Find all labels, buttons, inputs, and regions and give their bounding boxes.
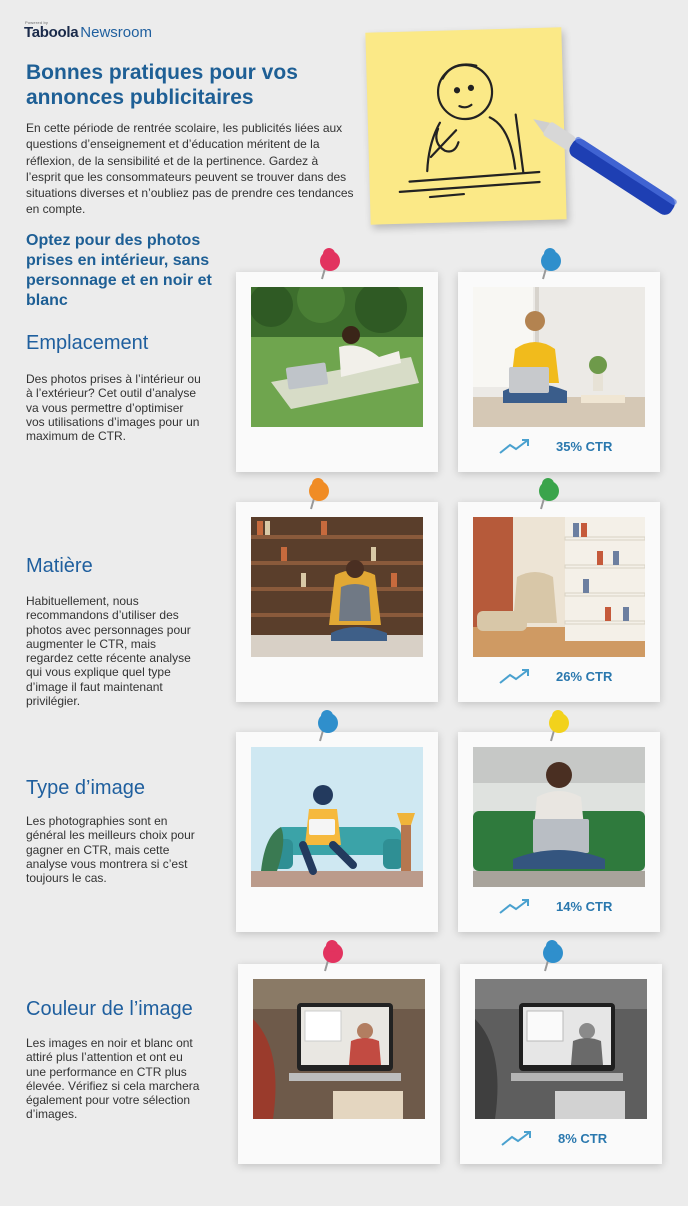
polaroid-outdoor-photo xyxy=(236,272,438,472)
ctr-value: 35% CTR xyxy=(556,438,613,454)
pen-icon xyxy=(530,110,688,250)
pushpin-icon xyxy=(545,707,575,743)
section-title-matiere: Matière xyxy=(26,555,93,577)
polaroid-color-photo xyxy=(238,964,440,1164)
section-body-couleur: Les images en noir et blanc ont attiré plus l’attention et ont eu une performance en CTR plus élevée. Vérifiez si cela marchera également pour votre sélection d’images. xyxy=(26,1036,200,1122)
polaroid-illustration xyxy=(236,732,438,932)
pushpin-icon xyxy=(535,475,565,511)
polaroid-person-photo xyxy=(236,502,438,702)
pushpin-icon xyxy=(539,937,569,973)
illustration-student-sofa xyxy=(251,747,423,887)
photo-student-indoor xyxy=(473,287,645,427)
section-body-emplacement: Des photos prises à l’intérieur ou à l’extérieur? Cet outil d’analyse va vous permettre d’optimiser vos utilisations d’images pour un maximum de CTR. xyxy=(26,372,201,444)
section-body-matiere: Habituellement, nous recommandons d’utiliser des photos avec personnages pour augmenter le CTR, mais regardez cette récente analyse qui vous explique quel type d’image il faut maintenant privilégier. xyxy=(26,594,191,709)
trend-up-icon xyxy=(498,437,538,455)
pushpin-icon xyxy=(314,707,344,743)
polaroid-no-person-photo xyxy=(458,502,660,702)
pushpin-icon xyxy=(537,245,567,281)
pushpin-icon xyxy=(305,475,335,511)
polaroid-bw-photo xyxy=(460,964,662,1164)
trend-up-icon xyxy=(498,897,538,915)
photo-student-lawn xyxy=(251,287,423,427)
page-title: Bonnes pratiques pour vos annonces publicitaires xyxy=(26,61,298,109)
ctr-indicator xyxy=(498,664,638,688)
photo-video-call-bw xyxy=(475,979,647,1119)
ctr-indicator xyxy=(500,1126,640,1150)
brand-name: Taboola xyxy=(24,24,79,41)
section-title-couleur: Couleur de l’image xyxy=(26,998,193,1020)
section-title-type-image: Type d’image xyxy=(26,777,145,799)
trend-up-icon xyxy=(500,1129,540,1147)
trend-up-icon xyxy=(498,667,538,685)
pushpin-icon xyxy=(316,245,346,281)
product-name: Newsroom xyxy=(80,24,152,41)
photo-student-library xyxy=(251,517,423,657)
recommendation-subtitle: Optez pour des photos prises en intérieur, sans personnage et en noir et blanc xyxy=(26,232,212,309)
taboola-newsroom-logo xyxy=(24,24,152,40)
powered-by-label: Powered by xyxy=(25,20,49,25)
section-title-emplacement: Emplacement xyxy=(26,332,149,354)
ctr-value: 14% CTR xyxy=(556,898,613,914)
photo-student-green-sofa xyxy=(473,747,645,887)
pushpin-icon xyxy=(319,937,349,973)
ctr-value: 26% CTR xyxy=(556,668,613,684)
photo-video-call-color xyxy=(253,979,425,1119)
polaroid-photograph xyxy=(458,732,660,932)
ctr-value: 8% CTR xyxy=(558,1130,608,1146)
section-body-type-image: Les photographies sont en général les meilleurs choix pour gagner en CTR, mais cette analyse vous montrera si c’est toujours le cas. xyxy=(26,814,195,886)
polaroid-indoor-photo xyxy=(458,272,660,472)
intro-paragraph: En cette période de rentrée scolaire, les publicités liées aux questions d’enseignement et d’éducation méritent de la réflexion, de la sensibilité et de la pertinence. Gardez à l’esprit que les consommateurs peuvent se trouver dans des situations diverses et n’oubliez pas de prendre ces tendances en compte. xyxy=(26,121,354,217)
ctr-indicator xyxy=(498,434,638,458)
photo-empty-room xyxy=(473,517,645,657)
ctr-indicator xyxy=(498,894,638,918)
